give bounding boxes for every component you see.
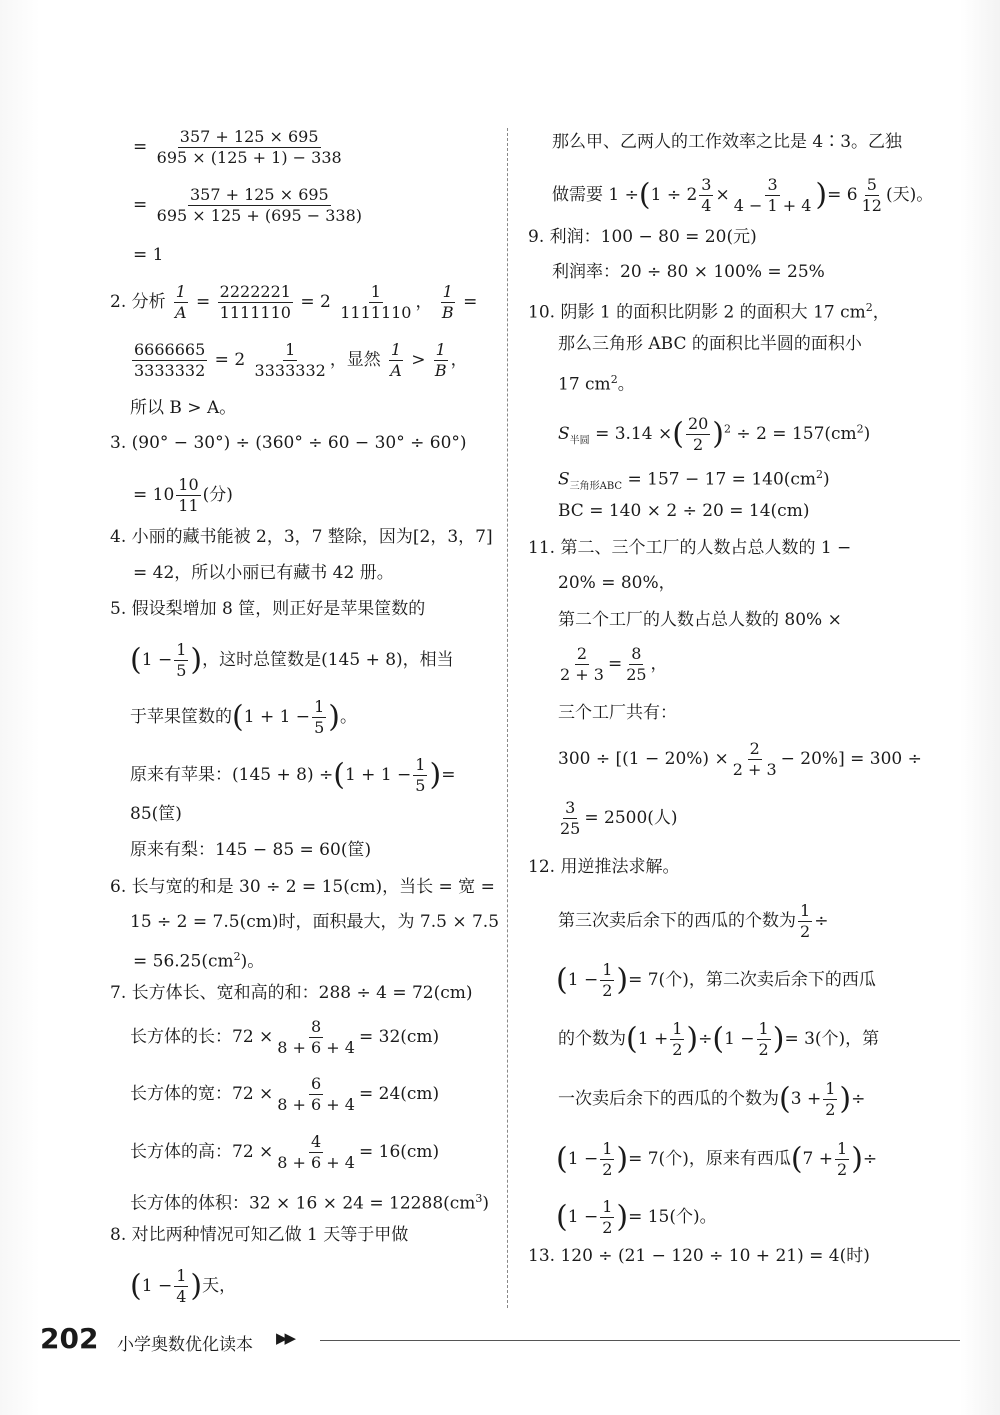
left-step-1: [133, 128, 346, 167]
numerator: 1: [415, 755, 426, 774]
text: 1 −: [567, 970, 599, 990]
numerator: 1: [758, 1019, 769, 1038]
denominator: 2: [800, 922, 811, 941]
numerator: 1: [442, 282, 453, 301]
paren-close: ): [616, 1141, 629, 1177]
q4-line-1: 4. 小丽的藏书能被 2，3，7 整除，因为[2，3，7]: [110, 527, 493, 547]
paren-close: ): [839, 1081, 852, 1117]
numerator: 1: [435, 340, 446, 359]
footer-rule: [320, 1340, 960, 1341]
denominator: A: [390, 361, 402, 380]
arrow-icon: ▶▶: [276, 1329, 294, 1347]
q5-line-5: 85(筐): [130, 804, 182, 824]
left-step-3: = 1: [133, 245, 164, 265]
text: = 157 − 17 = 140(cm: [627, 469, 817, 490]
q13-line: 13. 120 ÷ (21 − 120 ÷ 10 + 21) = 4(时): [528, 1246, 870, 1266]
paren-close: ): [190, 1268, 203, 1304]
numerator: 10: [178, 475, 199, 494]
q9-line-2: 利润率：20 ÷ 80 × 100% = 25%: [552, 262, 825, 282]
paren-open: (: [638, 177, 651, 213]
fraction: [388, 341, 404, 380]
text: ，: [415, 292, 433, 312]
fraction: [155, 186, 364, 225]
q10-semicircle-area: [558, 415, 870, 454]
q2-conclusion: 所以 B > A。: [130, 398, 237, 418]
denominator: 2: [672, 1040, 683, 1059]
fraction: [558, 799, 582, 838]
fraction: [440, 283, 456, 322]
text: ): [482, 1193, 490, 1214]
text: 长方体的高：72 ×: [130, 1142, 274, 1162]
fraction: [558, 645, 606, 684]
q5-line-3: [130, 698, 357, 737]
q5-line-2: [130, 641, 454, 680]
denominator: 4 − 1 + 4: [733, 196, 812, 215]
q10-bc-length: BC = 140 × 2 ÷ 20 = 14(cm): [558, 501, 810, 521]
numerator: 4: [311, 1132, 322, 1151]
text: 。: [339, 707, 357, 727]
superscript: 2: [724, 422, 732, 436]
numerator: 1: [175, 282, 186, 301]
numerator: 1: [800, 901, 811, 920]
fraction: [218, 283, 293, 322]
q12-line-6: [556, 1140, 877, 1179]
fraction: [670, 1020, 684, 1059]
text: 1 ÷ 2: [650, 185, 698, 205]
text: 1 +: [637, 1029, 669, 1049]
denominator: 2 + 3: [732, 760, 777, 779]
numerator: 1: [672, 1019, 683, 1038]
numerator: 2: [749, 739, 760, 758]
numerator: 2: [576, 644, 588, 663]
text: (分): [202, 485, 233, 505]
numerator: 5: [866, 175, 877, 194]
text: 的个数为: [558, 1029, 626, 1049]
numerator: 6666665: [134, 340, 206, 359]
fraction: [757, 1020, 771, 1059]
paren-open: (: [779, 1081, 791, 1117]
text: = 24(cm): [358, 1084, 440, 1104]
superscript: 2: [233, 950, 241, 963]
q11-line-2: 20% = 80%，: [558, 573, 676, 593]
denominator: 1111110: [340, 303, 412, 322]
denominator: 2: [837, 1160, 848, 1179]
q12-line-1: 12. 用逆推法求解。: [528, 857, 680, 877]
denominator: 12: [861, 196, 882, 215]
text: ÷: [862, 1149, 878, 1169]
text: ÷: [851, 1089, 866, 1109]
text: 原来有苹果：(145 + 8) ÷: [130, 765, 334, 785]
text: >: [411, 350, 426, 370]
q12-line-2: [558, 902, 828, 941]
text: ，显然: [329, 350, 381, 370]
numerator: 8: [631, 644, 642, 663]
denominator: 8 + 6 + 4: [277, 1095, 355, 1114]
text: = 10: [133, 485, 175, 505]
q12-line-4: [558, 1020, 879, 1059]
text: =: [463, 292, 478, 312]
numerator: 1: [176, 1266, 187, 1285]
denominator: 5: [176, 661, 187, 680]
text: ，: [650, 654, 668, 674]
q7-length: [130, 1018, 439, 1057]
text: ÷: [814, 911, 829, 931]
text: 做需要 1 ÷: [552, 185, 639, 205]
text: = 32(cm): [358, 1027, 440, 1047]
fraction: [275, 1133, 357, 1172]
numerator: 8: [311, 1017, 322, 1036]
q11-line-4: [556, 645, 668, 684]
denominator: 2 + 3: [560, 665, 604, 684]
text: − 20%] = 300 ÷: [780, 749, 922, 769]
text: 1 −: [567, 1149, 599, 1169]
numerator: 1: [602, 1197, 613, 1216]
text: = 6: [827, 185, 858, 205]
paren-open: (: [130, 1268, 142, 1304]
denominator: 4: [701, 196, 712, 215]
text: 长方体的体积：32 × 16 × 24 = 12288(cm: [130, 1193, 476, 1214]
denominator: 2: [758, 1040, 769, 1059]
numerator: 1: [602, 1139, 613, 1158]
text: 17 cm: [558, 374, 611, 395]
q8-line-4: [552, 176, 933, 215]
text: 1 + 1 −: [344, 765, 412, 785]
paren-open: (: [672, 416, 684, 452]
q5-line-6: 原来有梨：145 − 85 = 60(筐): [130, 840, 372, 860]
paren-close: ): [815, 177, 828, 213]
denominator: 2: [693, 435, 704, 454]
text: 天，: [202, 1276, 237, 1296]
q12-line-3: [556, 961, 876, 1000]
q10-line-1: [528, 297, 890, 324]
q2-line-1: [110, 283, 477, 322]
denominator: 695 × 125 + (695 − 338): [156, 206, 363, 225]
text: 1 + 1 −: [243, 707, 311, 727]
text: S: [558, 469, 570, 490]
text: = 56.25(cm: [133, 951, 234, 972]
q3-line-1: 3. (90° − 30°) ÷ (360° ÷ 60 − 30° ÷ 60°): [110, 433, 467, 453]
fraction: [413, 756, 427, 795]
fraction: [624, 645, 648, 684]
paren-open: (: [556, 1141, 568, 1177]
fraction: [275, 1018, 357, 1057]
denominator: 5: [314, 718, 325, 737]
text: ÷: [698, 1029, 713, 1049]
numerator: 6: [311, 1074, 322, 1093]
text: )。: [240, 951, 265, 972]
denominator: 3333332: [134, 361, 206, 380]
q7-volume: [130, 1188, 489, 1215]
text: ÷ 2 = 157(cm: [736, 424, 857, 444]
q6-line-2: 15 ÷ 2 = 7.5(cm)时，面积最大，为 7.5 × 7.5: [130, 912, 500, 932]
numerator: 3: [565, 798, 576, 817]
text: ，这时总筐数是(145 + 8)，相当: [202, 650, 454, 670]
q11-line-5: 三个工厂共有：: [558, 703, 677, 723]
denominator: 3333332: [254, 361, 326, 380]
fraction: [132, 341, 207, 380]
text: = 3(个)，第: [784, 1029, 880, 1049]
question-number: 2.: [110, 292, 127, 312]
equals-sign: =: [133, 137, 148, 157]
paren-close: ): [616, 962, 629, 998]
equals-sign: =: [133, 195, 148, 215]
denominator: A: [175, 303, 187, 322]
text: ，: [872, 302, 890, 323]
fraction: [312, 698, 326, 737]
denominator: 5: [415, 776, 426, 795]
fraction: [155, 128, 344, 167]
fraction: [860, 176, 884, 215]
q10-line-3: [558, 369, 635, 396]
fraction: [835, 1140, 849, 1179]
paren-close: ): [190, 642, 203, 678]
text: 分析: [131, 292, 166, 312]
text: 长方体的宽：72 ×: [130, 1084, 274, 1104]
fraction: [699, 176, 713, 215]
text: S: [558, 424, 570, 444]
q10-line-2: 那么三角形 ABC 的面积比半圆的面积小: [558, 334, 862, 354]
paren-close: ): [686, 1021, 699, 1057]
superscript: 2: [856, 422, 864, 436]
q3-line-2: [133, 476, 233, 515]
paren-open: (: [790, 1141, 803, 1177]
superscript: 2: [816, 468, 824, 481]
fraction: [174, 641, 188, 680]
denominator: 2: [602, 1218, 613, 1237]
text: 于苹果筐数的: [130, 707, 232, 727]
fraction: [433, 341, 449, 380]
fraction: [798, 902, 812, 941]
numerator: 20: [687, 414, 709, 433]
q4-line-2: = 42，所以小丽已有藏书 42 册。: [133, 563, 394, 583]
fraction: [600, 1198, 614, 1237]
fraction: [176, 476, 200, 515]
q7-height: [130, 1133, 439, 1172]
fraction: [686, 415, 710, 454]
paren-open: (: [556, 962, 568, 998]
text: ，: [450, 350, 468, 370]
subscript: 半圆: [569, 435, 590, 447]
denominator: B: [441, 303, 454, 322]
superscript: 2: [865, 301, 873, 314]
book-title: 小学奥数优化读本: [117, 1335, 253, 1355]
denominator: 695 × (125 + 1) − 338: [156, 148, 342, 167]
text: 1 −: [567, 1207, 599, 1227]
text: 一次卖后余下的西瓜的个数为: [558, 1089, 779, 1109]
numerator: 1: [602, 960, 613, 979]
denominator: B: [434, 361, 447, 380]
q12-line-5: [558, 1080, 865, 1119]
text: = 2: [214, 350, 246, 370]
q6-line-1: 6. 长与宽的和是 30 ÷ 2 = 15(cm)，当长 = 宽 =: [110, 877, 495, 897]
denominator: 2: [602, 981, 613, 1000]
paren-open: (: [556, 1199, 568, 1235]
fraction: [275, 1075, 357, 1114]
paren-close: ): [429, 757, 442, 793]
numerator: 1: [390, 340, 402, 359]
paren-close: ): [851, 1141, 863, 1177]
denominator: 2: [825, 1100, 836, 1119]
text: = 15(个)。: [628, 1207, 717, 1227]
numerator: 1: [370, 282, 381, 301]
text: 长方体的长：72 ×: [130, 1027, 274, 1047]
text: =: [607, 654, 623, 674]
q8-line-2: [130, 1267, 236, 1306]
denominator: 8 + 6 + 4: [277, 1038, 355, 1057]
denominator: 2: [602, 1160, 613, 1179]
numerator: 357 + 125 × 695: [179, 127, 319, 146]
numerator: 3: [701, 175, 712, 194]
denominator: 8 + 6 + 4: [277, 1153, 355, 1172]
column-divider: [507, 128, 508, 1308]
paren-close: ): [328, 699, 340, 735]
text: 1 −: [141, 650, 173, 670]
numerator: 357 + 125 × 695: [189, 185, 329, 204]
fraction: [174, 1267, 188, 1306]
text: 1 −: [724, 1029, 755, 1049]
q8-line-1: 8. 对比两种情况可知乙做 1 天等于甲做: [110, 1225, 409, 1245]
q7-line-1: 7. 长方体长、宽和高的和：288 ÷ 4 = 72(cm): [110, 983, 473, 1003]
q11-line-3: 第二个工厂的人数占总人数的 80% ×: [558, 610, 842, 630]
subscript: 三角形ABC: [569, 481, 623, 493]
text: ): [863, 424, 871, 444]
fraction: [731, 740, 779, 779]
paren-close: ): [616, 1199, 629, 1235]
text: = 3.14 ×: [595, 424, 673, 444]
left-step-2: [133, 186, 366, 225]
fraction: [823, 1080, 837, 1119]
numerator: 1: [176, 640, 187, 659]
numerator: 1: [825, 1079, 836, 1098]
text: 7 +: [802, 1149, 834, 1169]
q2-line-2: [130, 341, 468, 380]
q11-line-6: [558, 740, 922, 779]
denominator: 25: [560, 819, 581, 838]
denominator: 11: [178, 496, 199, 515]
text: 10. 阴影 1 的面积比阴影 2 的面积大 17 cm: [528, 302, 866, 323]
q6-line-3: [133, 946, 264, 973]
text: = 2: [300, 292, 331, 312]
text: = 16(cm): [358, 1142, 440, 1162]
fraction: [732, 176, 814, 215]
denominator: 4: [176, 1287, 187, 1306]
text: = 7(个)，原来有西瓜: [628, 1149, 791, 1169]
text: =: [196, 292, 211, 312]
q5-line-1: 5. 假设梨增加 8 筐，则正好是苹果筐数的: [110, 599, 426, 619]
numerator: 1: [285, 340, 296, 359]
q12-line-7: [556, 1198, 717, 1237]
paren-open: (: [333, 757, 345, 793]
q10-triangle-area: [558, 464, 830, 498]
q5-line-4: [130, 756, 455, 795]
q8-line-3: 那么甲、乙两人的工作效率之比是 4∶3。乙独: [552, 132, 903, 152]
text: 3 +: [790, 1089, 822, 1109]
fraction: [253, 341, 328, 380]
text: = 2500(人): [584, 808, 678, 828]
paren-open: (: [712, 1021, 725, 1057]
numerator: 1: [837, 1139, 848, 1158]
fraction: [600, 961, 614, 1000]
q9-line-1: 9. 利润：100 − 80 = 20(元): [528, 227, 757, 247]
paren-open: (: [626, 1021, 638, 1057]
superscript: 2: [610, 373, 618, 386]
text: = 7(个)，第二次卖后余下的西瓜: [628, 970, 876, 990]
q11-line-7: [556, 799, 678, 838]
numerator: 3: [767, 175, 778, 194]
text: 1 −: [141, 1276, 173, 1296]
fraction: [173, 283, 189, 322]
denominator: 25: [626, 665, 647, 684]
fraction: [600, 1140, 614, 1179]
text: 。: [617, 374, 635, 395]
denominator: 1111110: [219, 303, 291, 322]
paren-open: (: [130, 642, 142, 678]
paren-open: (: [232, 699, 244, 735]
superscript: 3: [475, 1192, 483, 1205]
paren-close: ): [712, 416, 725, 452]
page-number: 202: [40, 1322, 99, 1355]
numerator: 1: [314, 697, 325, 716]
text: =: [441, 765, 456, 785]
text: ): [823, 469, 830, 490]
q11-line-1: 11. 第二、三个工厂的人数占总人数的 1 −: [528, 538, 852, 558]
numerator: 2222221: [219, 282, 291, 301]
text: ×: [715, 185, 730, 205]
paren-close: ): [772, 1021, 785, 1057]
fraction: [338, 283, 413, 322]
text: 300 ÷ [(1 − 20%) ×: [558, 749, 729, 769]
text: (天)。: [885, 185, 934, 205]
text: 第三次卖后余下的西瓜的个数为: [558, 911, 796, 931]
q7-width: [130, 1075, 439, 1114]
